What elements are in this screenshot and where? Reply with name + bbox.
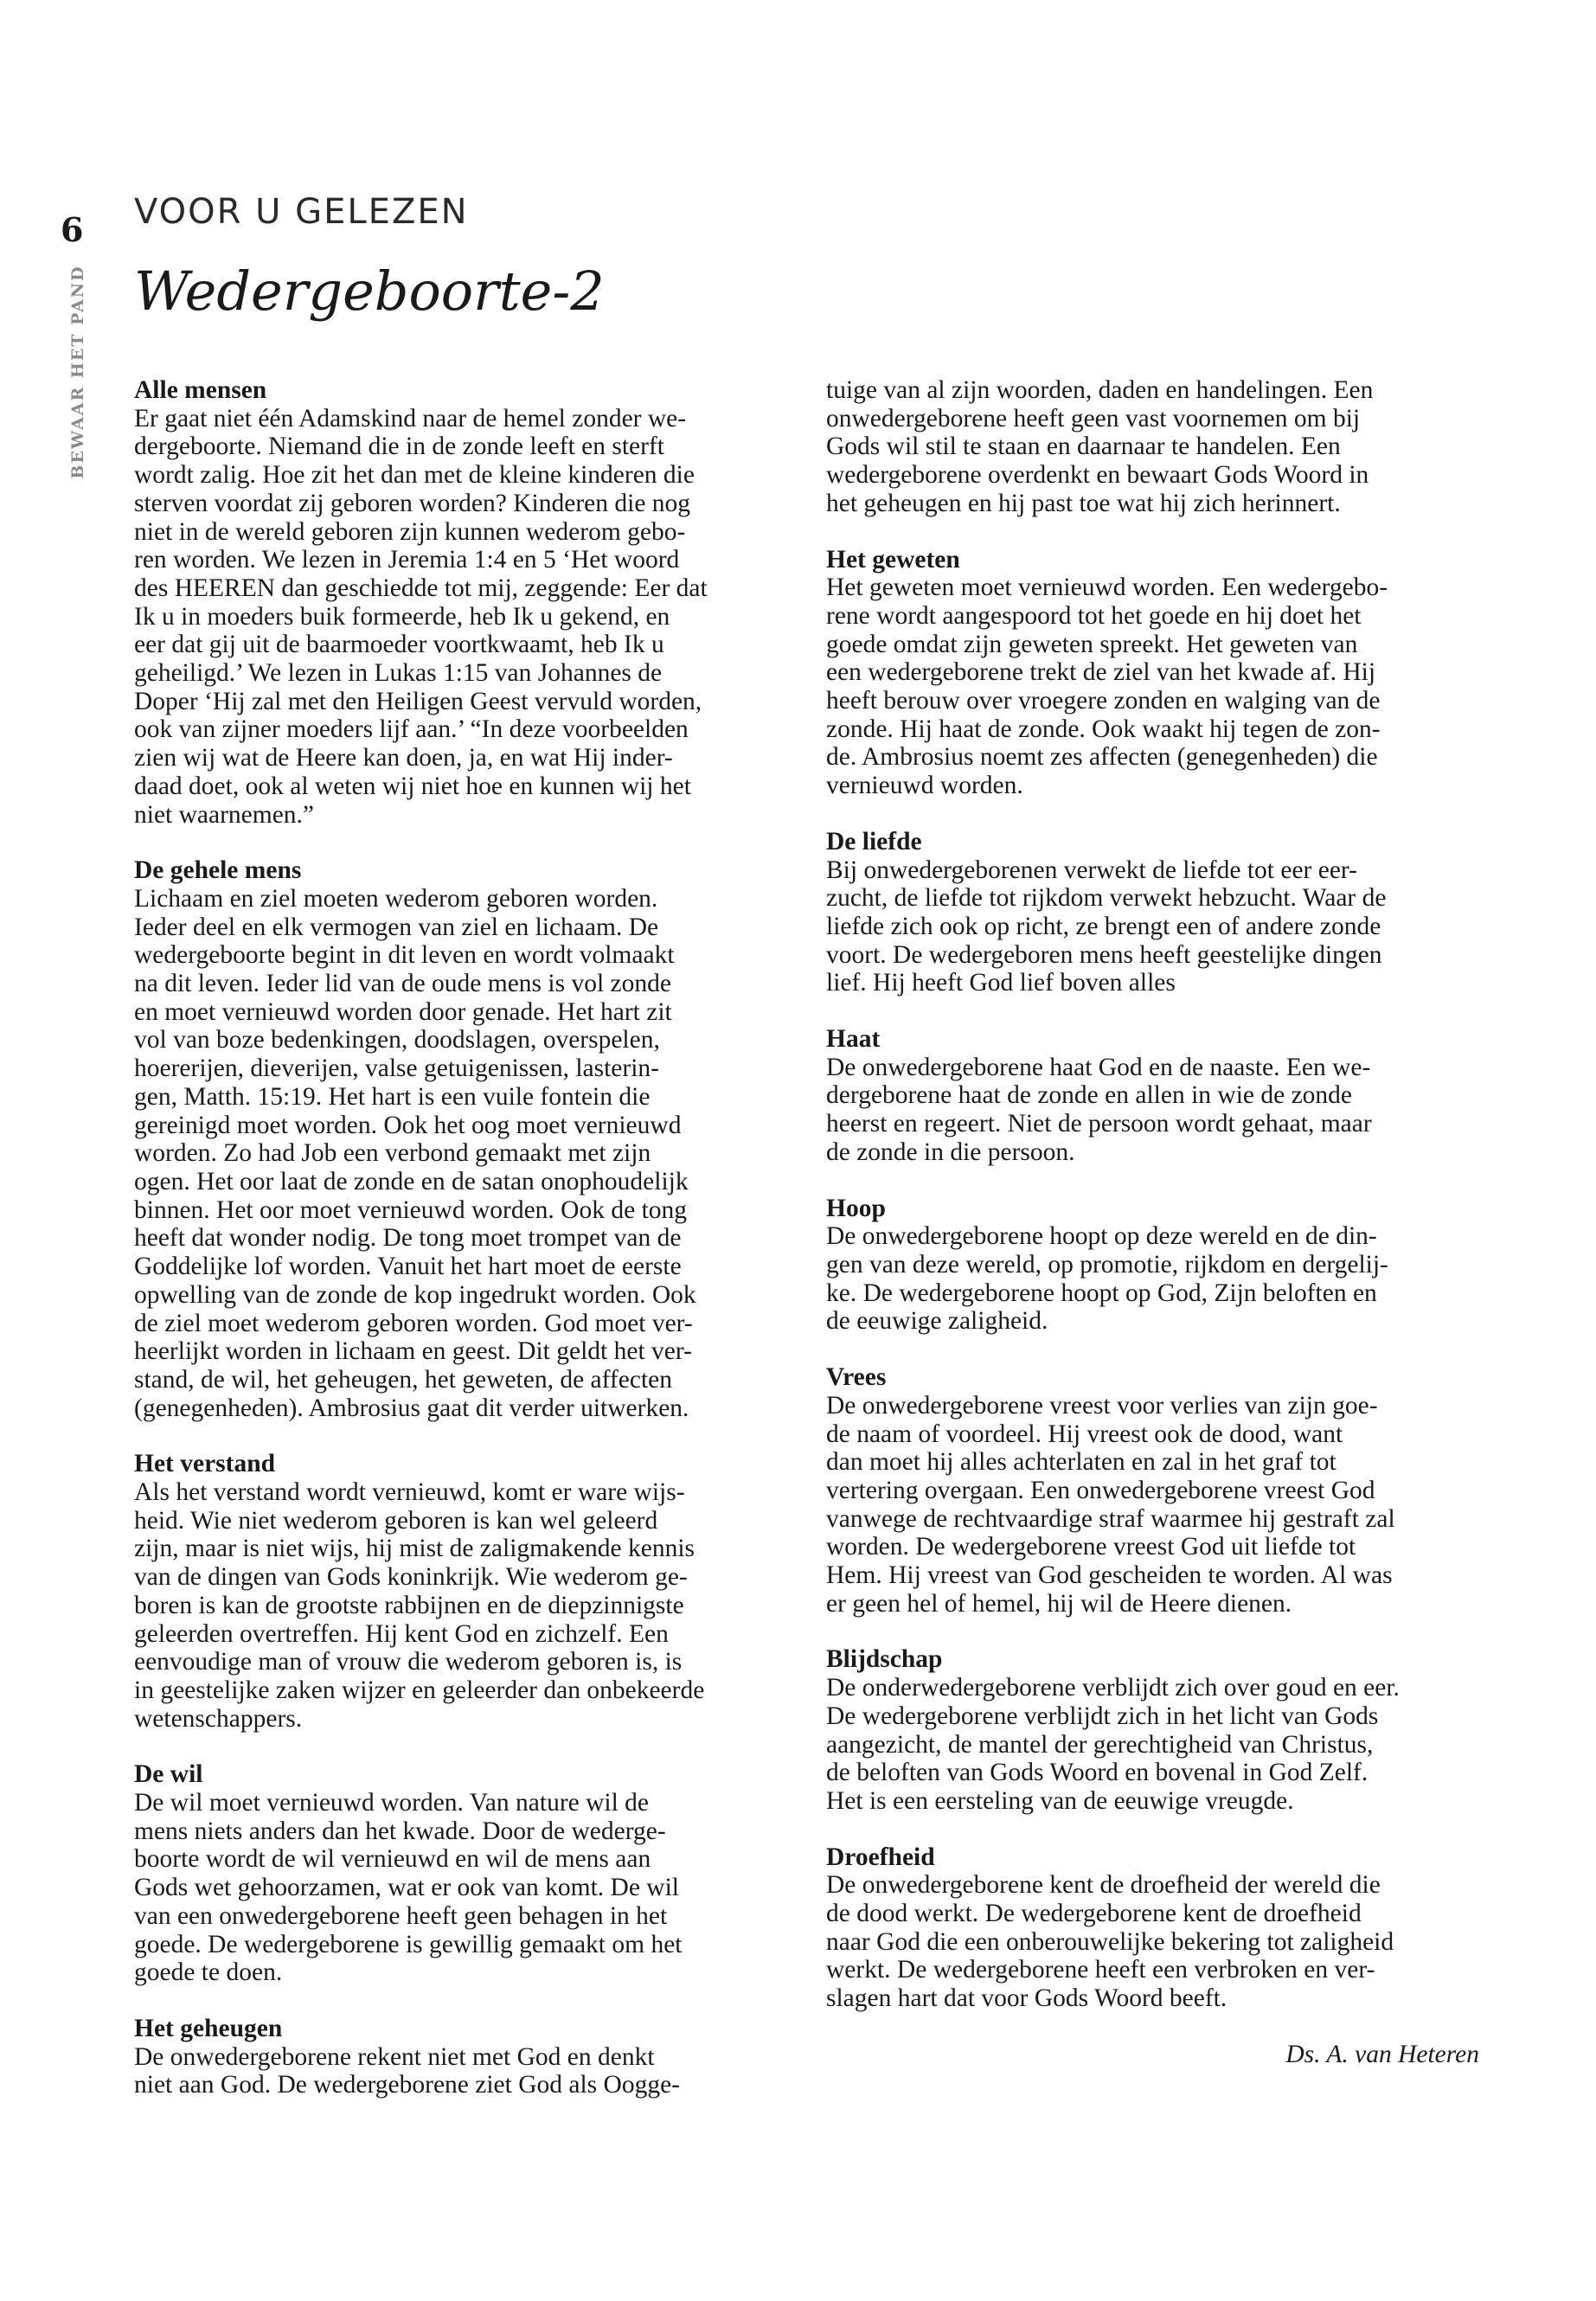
- text-line: des HEEREN dan geschiedde tot mij, zeggende: Eer dat: [134, 574, 708, 602]
- section-body: [826, 856, 1479, 998]
- text-line: De onwedergeborene rekent niet met God en denkt: [134, 2042, 655, 2071]
- section-heading: De wil: [134, 1760, 203, 1789]
- section-label: VOOR U GELEZEN: [134, 192, 469, 232]
- text-line: sterven voordat zij geboren worden? Kinderen die nog: [134, 489, 691, 517]
- text-line: Bij onwedergeborenen verwekt de liefde tot eer eer-: [826, 856, 1357, 884]
- text-line: worden. Zo had Job een verbond gemaakt met zijn: [134, 1139, 651, 1168]
- text-line: de naam of voordeel. Hij vreest ook de dood, want: [826, 1420, 1343, 1448]
- section-droefheid: [826, 1843, 1479, 2013]
- section-heading: De liefde: [826, 827, 922, 856]
- text-line: zonde. Hij haat de zonde. Ook waakt hij tegen de zon-: [826, 715, 1381, 743]
- text-line: de ziel moet wederom geboren worden. God moet ver-: [134, 1309, 693, 1337]
- text-line: zijn, maar is niet wijs, hij mist de zaligmakende kennis: [134, 1535, 695, 1563]
- text-line: de eeuwige zaligheid.: [826, 1307, 1048, 1336]
- text-line: niet in de wereld geboren zijn kunnen wederom gebo-: [134, 517, 686, 546]
- text-line: boorte wordt de wil vernieuwd en wil de mens aan: [134, 1845, 651, 1874]
- text-line: gen van deze wereld, op promotie, rijkdom en dergelij-: [826, 1250, 1388, 1279]
- section-body: [826, 1222, 1479, 1336]
- text-line: ogen. Het oor laat de zonde en de satan onophoudelijk: [134, 1167, 689, 1195]
- text-line: niet aan God. De wedergeborene ziet God als Oogge-: [134, 2071, 681, 2099]
- text-line: de. Ambrosius noemt zes affecten (genegenheden) die: [826, 743, 1378, 772]
- page-title: Wedergeboorte-2: [134, 260, 605, 323]
- text-line: de dood werkt. De wedergeborene kent de droefheid: [826, 1900, 1362, 1928]
- section-de-wil: [134, 1760, 787, 1987]
- author-signature: Ds. A. van Heteren: [1285, 2040, 1479, 2068]
- section-heading: Het geweten: [826, 545, 960, 574]
- text-line: werkt. De wedergeborene heeft een verbroken en ver-: [826, 1956, 1375, 1984]
- section-vrees: [826, 1363, 1479, 1618]
- text-line: het geheugen en hij past toe wat hij zich herinnert.: [826, 489, 1341, 517]
- text-line: Ik u in moeders buik formeerde, heb Ik u gekend, en: [134, 602, 670, 631]
- section-de-gehele-mens: [134, 856, 787, 1422]
- text-line: De wil moet vernieuwd worden. Van nature wil de: [134, 1789, 650, 1817]
- text-line: heerlijkt worden in lichaam en geest. Dit geldt het ver-: [134, 1337, 692, 1366]
- text-line: dergeborene haat de zonde en allen in wie de zonde: [826, 1081, 1353, 1110]
- text-line: heid. Wie niet wederom geboren is kan wel geleerd: [134, 1506, 658, 1535]
- text-line: dergeboorte. Niemand die in de zonde leeft en sterft: [134, 433, 664, 461]
- section-heading: Droefheid: [826, 1843, 935, 1871]
- section-body: [826, 376, 1479, 518]
- text-line: Goddelijke lof worden. Vanuit het hart moet de eerste: [134, 1253, 682, 1281]
- text-line: rene wordt aangespoord tot het goede en hij doet het: [826, 601, 1362, 630]
- text-line: De onderwedergeborene verblijdt zich over goud en eer.: [826, 1674, 1400, 1702]
- section-het-geheugen: [134, 2015, 787, 2099]
- section-body: [826, 1054, 1479, 1167]
- text-line: goede omdat zijn geweten spreekt. Het geweten van: [826, 630, 1358, 658]
- text-line: de beloften van Gods Woord en bovenal in God Zelf.: [826, 1759, 1368, 1787]
- section-de-liefde: [826, 828, 1479, 997]
- section-heading: De gehele mens: [134, 856, 302, 885]
- text-line: De onwedergeborene haat God en de naaste. Een we-: [826, 1053, 1371, 1081]
- text-line: aangezicht, de mantel der gerechtigheid van Christus,: [826, 1730, 1374, 1759]
- text-line: vanwege de rechtvaardige straf waarmee hij gestraft zal: [826, 1504, 1395, 1533]
- text-line: vertering overgaan. Een onwedergeborene vreest God: [826, 1476, 1375, 1504]
- section-body: [134, 1478, 787, 1733]
- text-line: niet waarnemen.”: [134, 800, 315, 829]
- text-line: wedergeboorte begint in dit leven en wordt volmaakt: [134, 941, 675, 970]
- text-line: dan moet hij alles achterlaten en zal in het graf tot: [826, 1448, 1336, 1477]
- text-line: hoererijen, dieverijen, valse getuigenissen, lasterin-: [134, 1054, 659, 1083]
- section-het-verstand: [134, 1450, 787, 1733]
- text-line: en moet vernieuwd worden door genade. Het hart zit: [134, 997, 672, 1026]
- section-heading: Blijdschap: [826, 1645, 943, 1674]
- section-body: [826, 574, 1479, 800]
- section-haat: [826, 1025, 1479, 1167]
- text-line: tuige van al zijn woorden, daden en handelingen. Een: [826, 376, 1374, 404]
- section-body: [826, 1871, 1479, 2013]
- text-line: zucht, de liefde tot rijkdom verwekt hebzucht. Waar de: [826, 884, 1387, 913]
- text-line: in geestelijke zaken wijzer en geleerder dan onbekeerde: [134, 1676, 705, 1704]
- text-line: ren worden. We lezen in Jeremia 1:4 en 5 ‘Het woord: [134, 546, 680, 574]
- section-body: [826, 1392, 1479, 1618]
- section-body: [134, 1789, 787, 1987]
- text-line: De onwedergeborene vreest voor verlies van zijn goe-: [826, 1391, 1378, 1420]
- text-line: lief. Hij heeft God lief boven alles: [826, 969, 1176, 997]
- text-line: eenvoudige man of vrouw die wederom geboren is, is: [134, 1648, 683, 1676]
- text-line: Doper ‘Hij zal met den Heiligen Geest vervuld worden,: [134, 687, 702, 715]
- text-line: (genegenheden). Ambrosius gaat dit verder uitwerken.: [134, 1394, 689, 1422]
- text-line: worden. De wedergeborene vreest God uit liefde tot: [826, 1533, 1356, 1561]
- text-line: heeft berouw over vroegere zonden en walging van de: [826, 687, 1381, 715]
- text-line: Lichaam en ziel moeten wederom geboren worden.: [134, 884, 658, 913]
- text-line: Het geweten moet vernieuwd worden. Een wedergebo-: [826, 574, 1388, 602]
- text-line: Gods wet gehoorzamen, wat er ook van komt. De wil: [134, 1874, 679, 1902]
- section-continuation: [826, 376, 1479, 518]
- text-line: eer dat gij uit de baarmoeder voortkwaamt, heb Ik u: [134, 631, 664, 659]
- text-line: gen, Matth. 15:19. Het hart is een vuile fontein die: [134, 1082, 651, 1111]
- page-number: 6: [61, 210, 84, 249]
- text-line: boren is kan de grootste rabbijnen en de diepzinnigste: [134, 1591, 684, 1619]
- right-column: [826, 376, 1479, 2069]
- section-heading: Het verstand: [134, 1450, 276, 1478]
- section-heading: Hoop: [826, 1194, 886, 1222]
- text-line: binnen. Het oor moet vernieuwd worden. Ook de tong: [134, 1195, 688, 1224]
- text-line: Er gaat niet één Adamskind naar de hemel zonder we-: [134, 404, 687, 433]
- text-line: Hem. Hij vreest van God gescheiden te worden. Al was: [826, 1561, 1393, 1590]
- section-heading: Vrees: [826, 1363, 887, 1392]
- section-heading: Het geheugen: [134, 2014, 283, 2042]
- text-line: goede te doen.: [134, 1958, 283, 1987]
- text-line: geleerden overtreffen. Hij kent God en zichzelf. Een: [134, 1619, 669, 1648]
- section-alle-mensen: [134, 376, 787, 829]
- section-body: [134, 885, 787, 1422]
- text-line: wedergeborene overdenkt en bewaart Gods Woord in: [826, 461, 1369, 490]
- text-line: daad doet, ook al weten wij niet hoe en kunnen wij het: [134, 772, 691, 800]
- left-column: [134, 376, 787, 2127]
- section-heading: Haat: [826, 1025, 881, 1054]
- text-line: Gods wil stil te staan en daarnaar te handelen. Een: [826, 433, 1341, 461]
- text-line: wordt zalig. Hoe zit het dan met de kleine kinderen die: [134, 461, 695, 490]
- text-line: opwelling van de zonde de kop ingedrukt worden. Ook: [134, 1280, 696, 1309]
- text-line: van een onwedergeborene heeft geen behagen in het: [134, 1901, 668, 1930]
- text-line: heeft dat wonder nodig. De tong moet trompet van de: [134, 1224, 682, 1253]
- text-line: stand, de wil, het geheugen, het geweten, de affecten: [134, 1365, 672, 1394]
- text-line: slagen hart dat voor Gods Woord beeft.: [826, 1984, 1227, 2013]
- text-line: geheiligd.’ We lezen in Lukas 1:15 van Johannes de: [134, 659, 663, 688]
- section-body: [134, 2043, 787, 2099]
- text-line: vol van boze bedenkingen, doodslagen, overspelen,: [134, 1026, 660, 1054]
- running-label: [64, 260, 92, 484]
- text-line: heerst en regeert. Niet de persoon wordt gehaat, maar: [826, 1110, 1372, 1138]
- text-line: Het is een eersteling van de eeuwige vreugde.: [826, 1786, 1294, 1815]
- text-line: Ieder deel en elk vermogen van ziel en lichaam. De: [134, 913, 659, 941]
- text-line: onwedergeborene heeft geen vast voornemen om bij: [826, 404, 1361, 433]
- text-line: zien wij wat de Heere kan doen, ja, en wat Hij inder-: [134, 744, 673, 772]
- text-line: vernieuwd worden.: [826, 772, 1023, 800]
- text-line: liefde zich ook op richt, ze brengt een of andere zonde: [826, 912, 1381, 940]
- text-line: er geen hel of hemel, hij wil de Heere dienen.: [826, 1589, 1292, 1618]
- text-line: gereinigd moet worden. Ook het oog moet vernieuwd: [134, 1111, 682, 1139]
- text-line: van de dingen van Gods koninkrijk. Wie wederom ge-: [134, 1563, 688, 1592]
- text-line: De onwedergeborene kent de droefheid der wereld die: [826, 1871, 1381, 1900]
- section-hoop: [826, 1195, 1479, 1336]
- text-line: wetenschappers.: [134, 1704, 303, 1733]
- section-body: [134, 405, 787, 830]
- text-line: ook van zijner moeders lijf aan.’ “In deze voorbeelden: [134, 715, 689, 744]
- text-line: voort. De wedergeboren mens heeft geestelijke dingen: [826, 940, 1382, 969]
- text-line: Als het verstand wordt vernieuwd, komt er ware wijs-: [134, 1478, 685, 1507]
- text-line: De wedergeborene verblijdt zich in het licht van Gods: [826, 1702, 1379, 1730]
- text-line: goede. De wedergeborene is gewillig gemaakt om het: [134, 1930, 683, 1958]
- text-line: mens niets anders dan het kwade. Door de wederge-: [134, 1817, 666, 1845]
- text-line: de zonde in die persoon.: [826, 1138, 1075, 1166]
- section-body: [826, 1674, 1479, 1816]
- text-line: na dit leven. Ieder lid van de oude mens is vol zonde: [134, 970, 671, 998]
- running-label-text: BEWAAR HET PAND: [68, 265, 87, 479]
- text-line: ke. De wedergeborene hoopt op God, Zijn beloften en: [826, 1279, 1377, 1307]
- text-line: naar God die een onberouwelijke bekering tot zaligheid: [826, 1927, 1394, 1956]
- text-line: een wedergeborene trekt de ziel van het kwade af. Hij: [826, 658, 1376, 687]
- section-heading: Alle mensen: [134, 376, 267, 404]
- section-blijdschap: [826, 1645, 1479, 1815]
- text-line: De onwedergeborene hoopt op deze wereld en de din-: [826, 1222, 1377, 1251]
- section-het-geweten: [826, 546, 1479, 800]
